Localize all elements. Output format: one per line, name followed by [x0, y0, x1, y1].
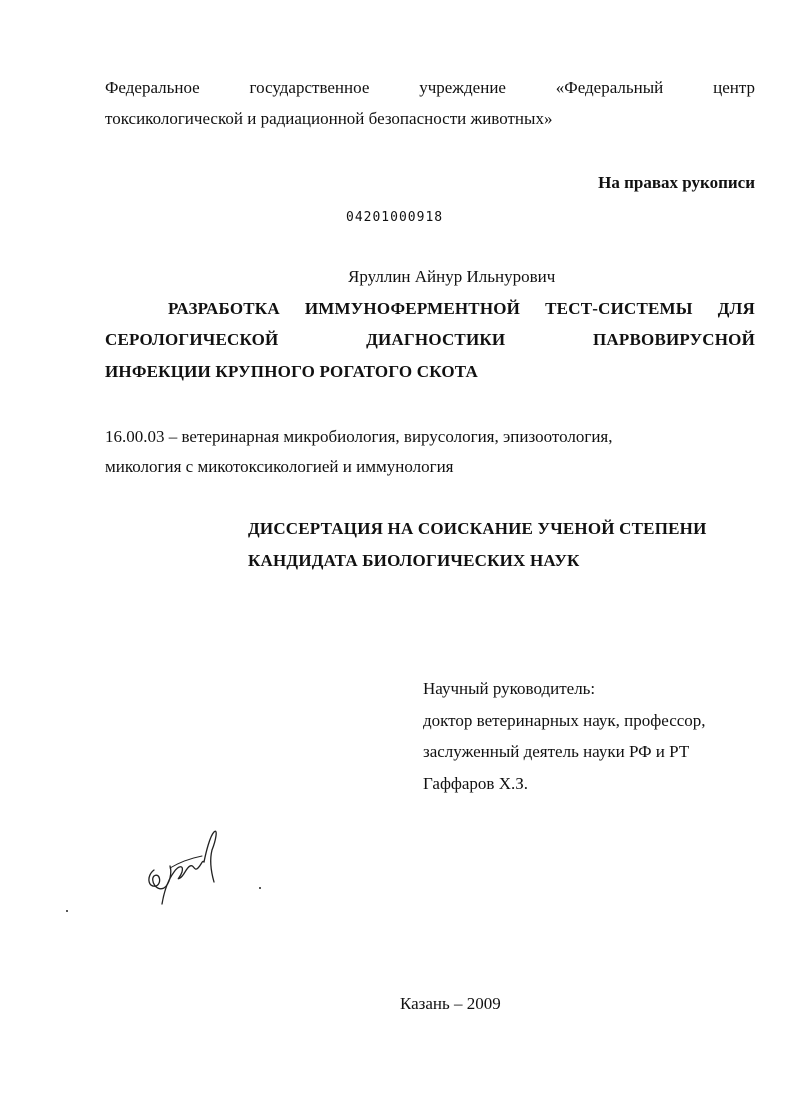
- title-line-1: [168, 300, 755, 317]
- city-year: Казань – 2009: [400, 994, 501, 1013]
- institution-word: учреждение: [419, 78, 506, 97]
- title-line-3: ИНФЕКЦИИ КРУПНОГО РОГАТОГО СКОТА: [105, 362, 478, 381]
- title-word: СЕРОЛОГИЧЕСКОЙ: [105, 330, 279, 349]
- supervisor-degree: доктор ветеринарных наук, профессор,: [423, 711, 706, 730]
- institution-word: «Федеральный: [555, 78, 664, 97]
- title-word: ТЕСТ-СИСТЕМЫ: [545, 299, 693, 318]
- supervisor-name: Гаффаров Х.З.: [423, 774, 528, 793]
- institution-line-2: токсикологической и радиационной безопасности животных»: [105, 109, 553, 128]
- institution-word: центр: [713, 78, 755, 97]
- title-line-2: [105, 331, 755, 348]
- ink-dot: [259, 887, 261, 889]
- author-name: Яруллин Айнур Ильнурович: [348, 267, 556, 286]
- degree-line-1: ДИССЕРТАЦИЯ НА СОИСКАНИЕ УЧЕНОЙ СТЕПЕНИ: [248, 519, 707, 538]
- specialty-line-2: микология с микотоксикологией и иммунология: [105, 457, 454, 476]
- supervisor-label: Научный руководитель:: [423, 679, 596, 698]
- degree-line-2: КАНДИДАТА БИОЛОГИЧЕСКИХ НАУК: [248, 551, 580, 570]
- title-word: ПАРВОВИРУСНОЙ: [593, 330, 755, 349]
- registration-code: 04201000918: [346, 210, 444, 225]
- title-word: РАЗРАБОТКА: [168, 299, 280, 318]
- institution-word: Федеральное: [105, 78, 200, 97]
- supervisor-title: заслуженный деятель науки РФ и РТ: [423, 742, 690, 761]
- signature-icon: [140, 828, 230, 908]
- institution-word: государственное: [249, 78, 370, 97]
- ink-dot: [66, 910, 68, 912]
- title-word: ИММУНОФЕРМЕНТНОЙ: [304, 299, 521, 318]
- manuscript-rights: На правах рукописи: [598, 173, 755, 192]
- institution-line-1: [105, 79, 755, 96]
- specialty-line-1: 16.00.03 – ветеринарная микробиология, вирусология, эпизоотология,: [105, 427, 613, 446]
- title-word: ДИАГНОСТИКИ: [366, 330, 506, 349]
- title-word: ДЛЯ: [717, 299, 755, 318]
